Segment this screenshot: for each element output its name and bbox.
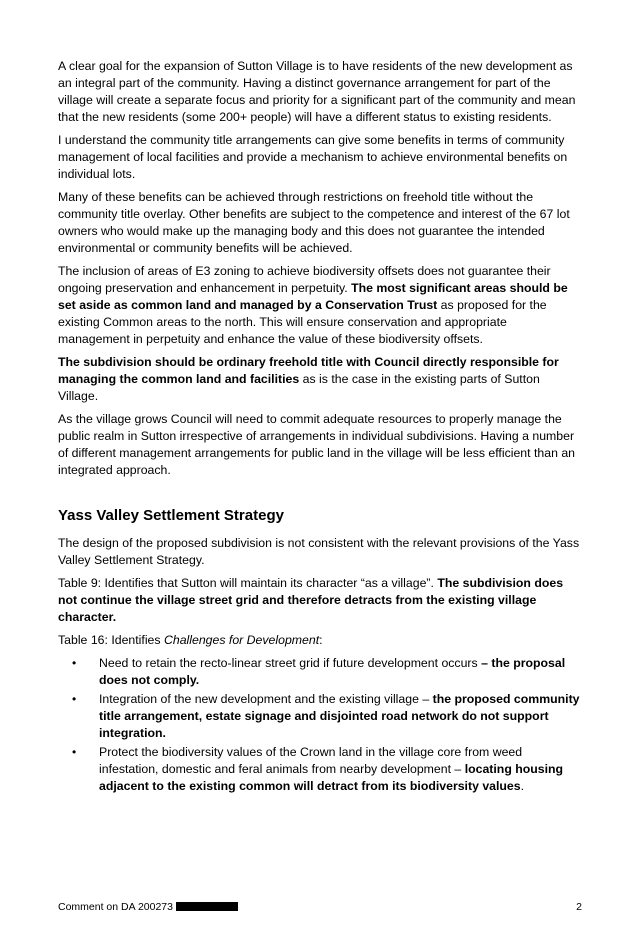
text-run: Need to retain the recto-linear street grid if future development occurs	[99, 656, 482, 670]
text-run: Table 16: Identifies	[58, 633, 164, 647]
text-run-bold: – the proposal does not comply.	[99, 656, 566, 687]
paragraph-village-grows	[58, 411, 582, 479]
text-run: Integration of the new development and the existing village –	[99, 692, 433, 706]
text-run: :	[319, 633, 323, 647]
text-run: I understand the community title arrangements can give some benefits in terms of community management of local facilities and provide a mechanism to achieve environmental benefits on individual lots.	[58, 133, 568, 181]
list-item	[58, 744, 582, 795]
page-number: 2	[576, 901, 582, 913]
footer-label: Comment on DA 200273	[58, 901, 173, 913]
text-run-italic: Challenges for Development	[163, 633, 320, 647]
text-run-bold: the proposed community title arrangement, estate signage and disjointed road network do not support integration.	[99, 692, 580, 740]
list-item	[58, 691, 582, 742]
text-run-bold: The most significant areas should be set aside as common land and managed by a Conservation Trust	[58, 281, 568, 312]
text-run-bold: locating housing adjacent to the existing common will detract from its biodiversity values	[99, 762, 564, 793]
paragraph-freehold-title	[58, 354, 582, 405]
text-run: The inclusion of areas of E3 zoning to achieve biodiversity offsets does not guarantee their ongoing preservation and enhancement in perpetuity.	[58, 264, 551, 295]
text-run: Protect the biodiversity values of the Crown land in the village core from weed infestation, domestic and feral animals from nearby development –	[99, 745, 523, 776]
text-run: Table 9: Identifies that Sutton will maintain its character “as a village”.	[58, 576, 438, 590]
list-item	[58, 655, 582, 689]
bullet-icon: •	[72, 692, 77, 706]
text-run-bold: The subdivision does not continue the village street grid and therefore detracts from the existing village character.	[58, 576, 564, 624]
text-run: A clear goal for the expansion of Sutton Village is to have residents of the new development as an integral part of the community. Having a distinct governance arrangement for part of the village will create a separate focus and priority for a significant part of the community and mean that the new residents (some 200+ people) will have a different status to existing residents.	[58, 59, 576, 124]
text-run: As the village grows Council will need to commit adequate resources to properly manage the public realm in Sutton irrespective of arrangements in individual subdivisions. Having a number of different management arrangements for public land in the village will be less efficient than an integrated approach.	[58, 412, 576, 477]
text-run: Many of these benefits can be achieved through restrictions on freehold title without the community title overlay. Other benefits are subject to the competence and interest of the 67 lot owners who would make up the managing body and this does not guarantee the intended environmental or community benefits will be achieved.	[58, 190, 570, 255]
text-run-bold: The subdivision should be ordinary freehold title with Council directly responsible for managing the common land and facilities	[58, 355, 559, 386]
text-run: .	[520, 779, 525, 793]
text-run: as proposed for the existing Common areas to the north. This will ensure conservation and appropriate management in perpetuity and enhance the value of these biodiversity offsets.	[58, 298, 547, 346]
redaction-bar	[176, 902, 238, 911]
paragraph-e3-zoning	[58, 263, 582, 348]
page-footer	[58, 900, 582, 914]
bullet-icon: •	[72, 656, 77, 670]
paragraph-goal	[58, 58, 582, 126]
paragraph-freehold-restrictions	[58, 189, 582, 257]
paragraph-table-16	[58, 632, 582, 649]
text-run: as is the case in the existing parts of Sutton Village.	[58, 372, 540, 403]
document-page	[58, 58, 582, 797]
section-heading: Yass Valley Settlement Strategy	[58, 507, 284, 524]
paragraph-community-title	[58, 132, 582, 183]
bullet-icon: •	[72, 745, 77, 759]
text-run: The design of the proposed subdivision is not consistent with the relevant provisions of the Yass Valley Settlement Strategy.	[58, 536, 580, 567]
challenges-list	[58, 655, 582, 795]
paragraph-strategy-intro	[58, 535, 582, 569]
paragraph-table-9	[58, 575, 582, 626]
